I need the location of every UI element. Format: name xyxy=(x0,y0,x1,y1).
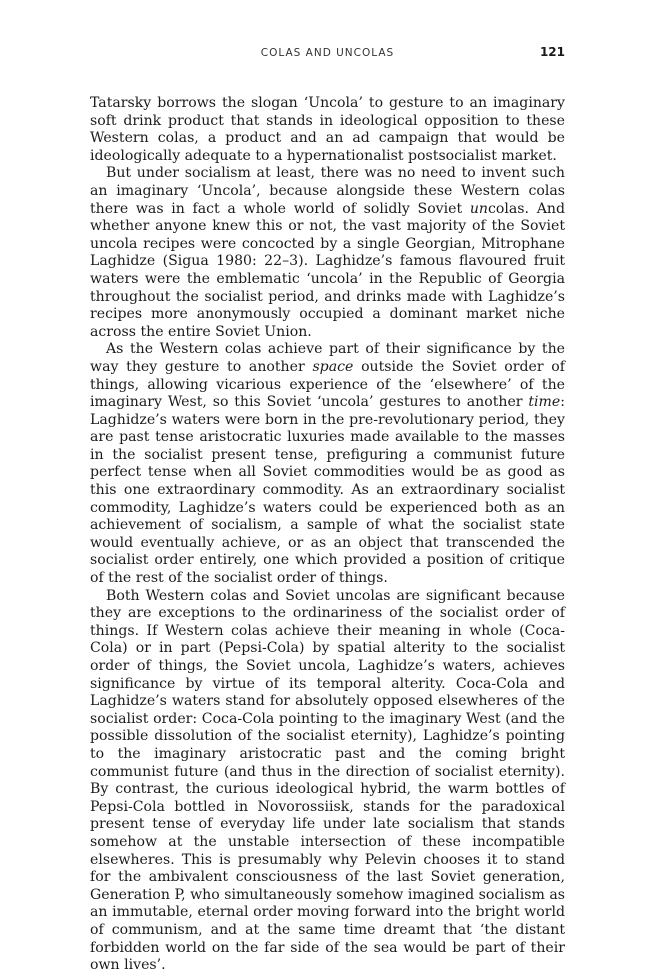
paragraph-4 xyxy=(90,588,565,975)
paragraph-text: But under socialism at least, there was no need to invent such an imaginary ‘Uncola’, because alongside these Western colas there was in fact a whole world of solidly Soviet xyxy=(90,165,565,217)
italic-emphasis: space xyxy=(312,358,354,375)
paragraph-text: Both Western colas and Soviet uncolas are significant because they are exceptions to the ordinariness of the socialist order of things. If Western colas achieve their meaning in whole (Coca-Cola) or in part (Pepsi-Cola) by spatial alterity to the socialist order of things, the Soviet uncola, Laghidze’s waters, achieves significance by virtue of its temporal alterity. Coca-Cola and Laghidze’s waters stand for absolutely opposed elsewheres of the socialist order: Coca-Cola pointing to the imaginary West (and the possible dissolution of the socialist eternity), Laghidze’s pointing to the imaginary aristocratic past and the coming bright communist future (and thus in the direction of socialist eternity). By contrast, the curious ideological hybrid, the warm bottles of Pepsi-Cola bottled in Novorossiisk, stands for the paradoxical present tense of everyday life under late socialism that stands somehow at the unstable intersection of these incompatible elsewheres. This is presumably why Pelevin chooses it to stand for the ambivalent consciousness of the last Soviet generation, Generation P, who simultaneously somehow imagined socialism as an immutable, eternal order moving forward into the bright world of communism, and at the same time dreamt that ‘the distant forbidden world on the far side of the sea would be part of their own lives’. xyxy=(90,587,565,974)
paragraph-text: : Laghidze’s waters were born in the pre-revolutionary period, they are past tense aristocratic luxuries made available to the masses in the socialist present tense, prefiguring a communist future perfect tense when all Soviet commodities would be as good as this one extraordinary commodity. As an extraordinary socialist commodity, Laghidze’s waters could be experienced both as an achievement of socialism, a sample of what the socialist state would eventually achieve, or as an object that transcended the socialist order entirely, one which provided a position of critique of the rest of the socialist order of things. xyxy=(90,394,565,587)
running-head xyxy=(90,47,565,67)
italic-emphasis: time xyxy=(528,394,561,411)
body-text xyxy=(90,95,565,975)
italic-emphasis: un xyxy=(469,200,489,217)
paragraph-2 xyxy=(90,165,565,341)
paragraph-text: Tatarsky borrows the slogan ‘Uncola’ to gesture to an imaginary soft drink product that stands in ideological opposition to these Western colas, a product and an ad campaign that would be ideologically adequate to a hypernationalist postsocialist market. xyxy=(90,95,565,164)
paragraph-text: outside the Soviet order of things, allowing vicarious experience of the ‘elsewhere’ of the imaginary West, so this Soviet ‘uncola’ gestures to another xyxy=(90,358,566,411)
paragraph-text: colas. And whether anyone knew this or not, the vast majority of the Soviet uncola recipes were concocted by a single Georgian, Mitrophane Laghidze (Sigua 1980: 22–3). Laghidze’s famous flavoured fruit waters were the emblematic ‘uncola’ in the Republic of Georgia throughout the socialist period, and drinks made with Laghidze’s recipes more anonymously occupied a dominant market niche across the entire Soviet Union. xyxy=(90,200,565,340)
running-title: COLAS AND UNCOLAS xyxy=(260,47,395,59)
page-number: 121 xyxy=(539,45,565,59)
paragraph-text: As the Western colas achieve part of their significance by the way they gesture to another xyxy=(90,341,565,375)
paragraph-1 xyxy=(90,95,565,165)
paragraph-3 xyxy=(90,341,565,587)
